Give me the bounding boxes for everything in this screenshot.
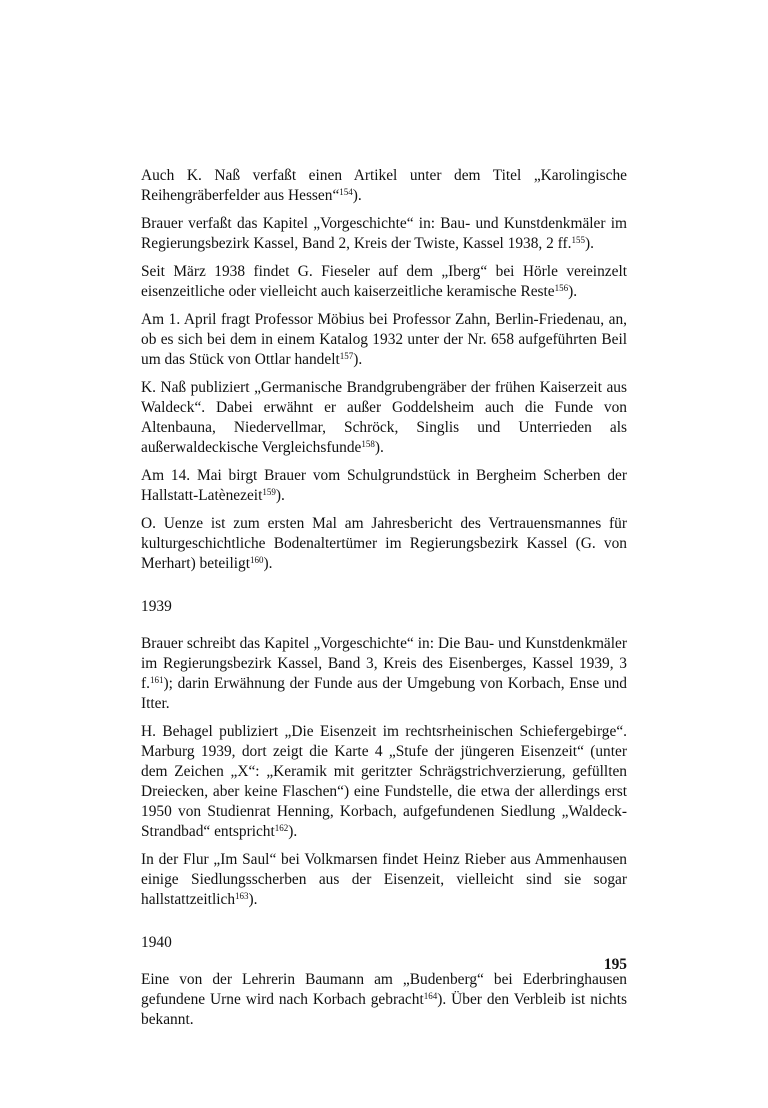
paragraph-1938-4: Am 1. April fragt Professor Möbius bei Professor Zahn, Berlin-Friedenau, an, ob es sich bei dem in einem Katalog 1932 unter der Nr. 658 aufgeführten Beil um das Stück von Ottlar handelt$^{157}$). xyxy=(141,311,627,368)
paragraph-1938-1: Auch K. Naß verfaßt einen Artikel unter dem Titel „Karolingische Reihengräberfelder aus Hessen“$^{154}$). xyxy=(141,167,627,204)
footnote-ref-158: 158 xyxy=(361,439,375,449)
footnote-ref-157: 157 xyxy=(339,351,354,361)
paragraph-1938-3: Seit März 1938 findet G. Fieseler auf dem „Iberg“ bei Hörle vereinzelt eisenzeitliche oder vielleicht auch kaiserzeitliche keramische Reste$^{156}$). xyxy=(141,263,627,300)
footnote-ref-160: 160 xyxy=(249,555,264,565)
footnote-ref-154: 154 xyxy=(339,187,353,197)
paragraph-1938-7: O. Uenze ist zum ersten Mal am Jahresbericht des Vertrauensmannes für kulturgeschichtliche Bodenaltertümer im Regierungsbezirk Kassel (G. von Merhart) beteiligt$^{160}$). xyxy=(141,515,627,572)
footnote-ref-164: 164 xyxy=(423,991,438,1001)
footnote-ref-162: 162 xyxy=(274,823,289,833)
footnote-ref-155: 155 xyxy=(571,235,585,245)
footnote-ref-156: 156 xyxy=(554,283,569,293)
paragraph-1938-2: Brauer verfaßt das Kapitel „Vorgeschichte“ in: Bau- und Kunstdenkmäler im Regierungsbezirk Kassel, Band 2, Kreis der Twiste, Kassel 1938, 2 ff.$^{155}$). xyxy=(141,215,627,252)
year-heading-1939: 1939 xyxy=(141,598,172,615)
page-number: 195 xyxy=(603,956,627,973)
page-body xyxy=(141,166,627,1038)
paragraph-1939-1: Brauer schreibt das Kapitel „Vorgeschichte“ in: Die Bau- und Kunstdenkmäler im Regierungsbezirk Kassel, Band 3, Kreis des Eisenberges, Kassel 1939, 3 f.$^{161}$); darin Erwähnung der Funde aus der Umgebung von Korbach, Ense und Itter. xyxy=(141,635,627,712)
footnote-ref-163: 163 xyxy=(235,891,249,901)
paragraph-1938-6: Am 14. Mai birgt Brauer vom Schulgrundstück in Bergheim Scherben der Hallstatt-Latènezeit$^{159}$). xyxy=(141,467,627,504)
footnote-ref-161: 161 xyxy=(149,675,164,685)
paragraph-1939-2: H. Behagel publiziert „Die Eisenzeit im rechtsrheinischen Schiefergebirge“. Marburg 1939, dort zeigt die Karte 4 „Stufe der jüngeren Eisenzeit“ (unter dem Zeichen „X“: „Keramik mit geritzter Schrägstrichverzierung, gefüllten Dreiecken, aber keine Flaschen“) eine Fundstelle, die etwa der allerdings erst 1950 von Studienrat Henning, Korbach, aufgefundenen Siedlung „Waldeck-Strandbad“ entspricht$^{162}$). xyxy=(141,723,627,840)
year-heading-1940: 1940 xyxy=(141,934,172,951)
paragraph-1938-5: K. Naß publiziert „Germanische Brandgrubengräber der frühen Kaiserzeit aus Waldeck“. Dabei erwähnt er außer Goddelsheim auch die Funde von Altenbauna, Niedervellmar, Schröck, Singlis und Unterrieden als außerwaldeckische Vergleichsfunde$^{158}$). xyxy=(141,379,627,456)
paragraph-1939-3: In der Flur „Im Saul“ bei Volkmarsen findet Heinz Rieber aus Ammenhausen einige Siedlungsscherben aus der Eisenzeit, vielleicht sind sie sogar hallstattzeitlich$^{163}$). xyxy=(141,851,627,908)
footnote-ref-159: 159 xyxy=(262,487,276,497)
paragraph-1940-1: Eine von der Lehrerin Baumann am „Budenberg“ bei Ederbringhausen gefundene Urne wird nach Korbach gebracht$^{164}$). Über den Verbleib ist nichts bekannt. xyxy=(141,971,627,1028)
